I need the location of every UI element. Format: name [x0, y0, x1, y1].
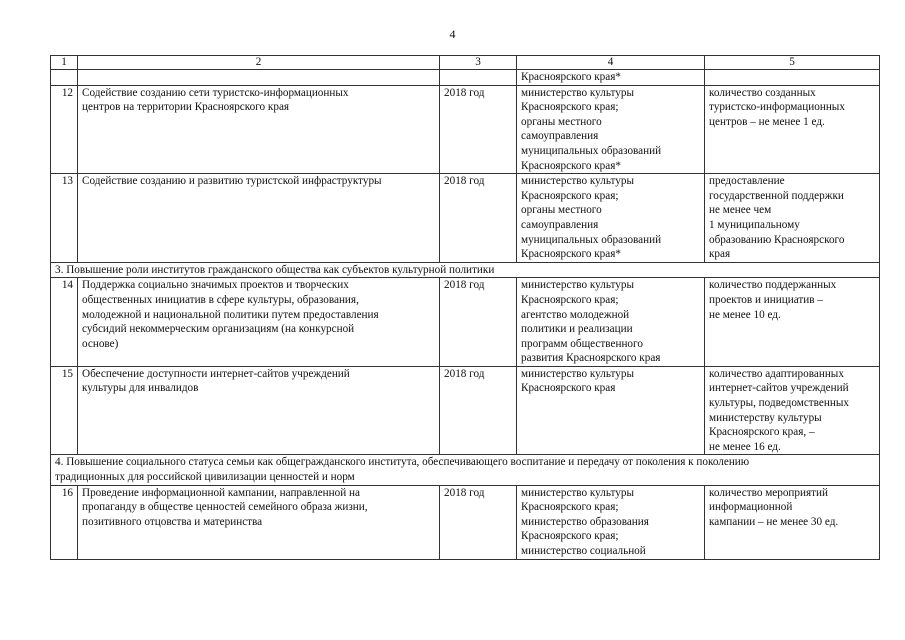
table-row: [51, 485, 880, 559]
indicator-cell: количество созданных туристско-информационных центров – не менее 1 ед.: [705, 85, 880, 174]
activity-name-cell: Содействие созданию сети туристско-информационных центров на территории Красноярского края: [78, 85, 440, 174]
term-cell: 2018 год: [440, 485, 517, 559]
executor-cell: [517, 70, 705, 86]
section-title: 3. Повышение роли институтов гражданского общества как субъектов культурной политики: [51, 262, 880, 278]
row-number: 16: [51, 485, 78, 559]
activity-plan-table: [50, 55, 880, 560]
page-number: 4: [449, 27, 456, 41]
indicator-cell: предоставление государственной поддержки не менее чем 1 муниципальному образованию Красноярского края: [705, 174, 880, 263]
table-row: [51, 85, 880, 174]
column-header-1: 1: [51, 56, 78, 70]
term-cell: 2018 год: [440, 174, 517, 263]
table-row: [51, 174, 880, 263]
activity-name-cell: Обеспечение доступности интернет-сайтов учреждений культуры для инвалидов: [78, 366, 440, 455]
indicator-cell: количество мероприятий информационной кампании – не менее 30 ед.: [705, 485, 880, 559]
table-row: [51, 366, 880, 455]
executor-cell: министерство культуры Красноярского края; органы местного самоуправления муниципальных образований Красноярского края*: [517, 85, 705, 174]
activity-name-cell: Проведение информационной кампании, направленной на пропаганду в обществе ценностей семейного образа жизни, позитивного отцовства и материнства: [78, 485, 440, 559]
row-number: 13: [51, 174, 78, 263]
column-header-3: 3: [440, 56, 517, 70]
activity-name-cell: Поддержка социально значимых проектов и творческих общественных инициатив в сфере культуры, образования, молодежной и национальной политики путем предоставления субсидий некоммерческим организациям (на конкурсной основе): [78, 278, 440, 367]
section-heading-row: [51, 262, 880, 278]
executor-line: Красноярского края*: [521, 71, 621, 83]
term-cell: 2018 год: [440, 366, 517, 455]
section-title: 4. Повышение социального статуса семьи как общегражданского института, обеспечивающего воспитание и передачу от поколения к поколению традиционных для российской цивилизации ценностей и норм: [51, 455, 880, 485]
term-cell: 2018 год: [440, 85, 517, 174]
column-header-5: 5: [705, 56, 880, 70]
section-heading-row: [51, 455, 880, 485]
executor-cell: министерство культуры Красноярского края; агентство молодежной политики и реализации программ общественного развития Красноярского края: [517, 278, 705, 367]
indicator-cell: количество поддержанных проектов и инициатив – не менее 10 ед.: [705, 278, 880, 367]
row-number: 15: [51, 366, 78, 455]
row-number: 12: [51, 85, 78, 174]
executor-cell: министерство культуры Красноярского края: [517, 366, 705, 455]
column-number-header-row: [51, 56, 880, 70]
row-number: 14: [51, 278, 78, 367]
executor-cell: министерство культуры Красноярского края; органы местного самоуправления муниципальных образований Красноярского края*: [517, 174, 705, 263]
indicator-cell: количество адаптированных интернет-сайтов учреждений культуры, подведомственных министерству культуры Красноярского края, – не менее 16 ед.: [705, 366, 880, 455]
executor-cell: министерство культуры Красноярского края; министерство образования Красноярского края; министерство социальной: [517, 485, 705, 559]
column-header-4: 4: [517, 56, 705, 70]
continuation-row: [51, 70, 880, 86]
column-header-2: 2: [78, 56, 440, 70]
table-row: [51, 278, 880, 367]
term-cell: 2018 год: [440, 278, 517, 367]
activity-name-cell: Содействие созданию и развитию туристской инфраструктуры: [78, 174, 440, 263]
